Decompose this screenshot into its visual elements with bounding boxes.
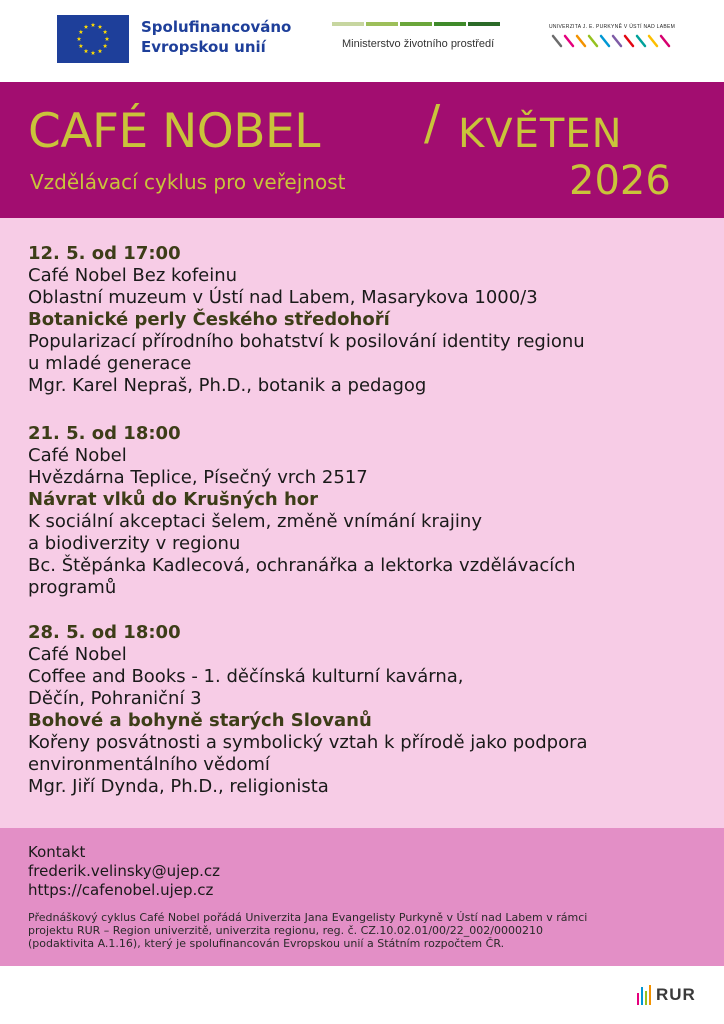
ujep-stripes-icon bbox=[549, 34, 675, 48]
ministry-bar bbox=[468, 22, 500, 26]
ujep-logo bbox=[549, 24, 675, 48]
event-3 bbox=[28, 622, 708, 798]
rur-bar bbox=[645, 991, 647, 1005]
ujep-stripe bbox=[625, 36, 633, 46]
ministry-bar bbox=[366, 22, 398, 26]
eu-cofinanced-label bbox=[141, 17, 291, 57]
title-slash: / bbox=[424, 95, 441, 151]
page-subtitle: Vzdělávací cyklus pro veřejnost bbox=[30, 170, 346, 194]
footer-note bbox=[28, 911, 698, 950]
contact-block bbox=[28, 843, 220, 900]
contact-url[interactable]: https://cafenobel.ujep.cz bbox=[28, 881, 214, 899]
ministry-name: Ministerstvo životního prostředí bbox=[342, 38, 495, 50]
event-series: Café Nobel bbox=[28, 445, 127, 466]
event-description: K sociální akceptaci šelem, změně vnímání krajiny bbox=[28, 511, 482, 532]
event-topic: Botanické perly Českého středohoří bbox=[28, 309, 390, 330]
ministry-bar bbox=[332, 22, 364, 26]
footer-line: projektu RUR – Region univerzitě, univerzita regionu, reg. č. CZ.10.02.01/00/22_002/0000210 bbox=[28, 924, 543, 937]
event-topic: Návrat vlků do Krušných hor bbox=[28, 489, 319, 510]
event-venue: Coffee and Books - 1. děčínská kulturní kavárna, bbox=[28, 666, 464, 687]
rur-bar bbox=[637, 993, 639, 1005]
footer-line: Přednáškový cyklus Café Nobel pořádá Univerzita Jana Evangelisty Purkyně v Ústí nad Labem v rámci bbox=[28, 911, 588, 924]
event-venue: Hvězdárna Teplice, Písečný vrch 2517 bbox=[28, 467, 368, 488]
ujep-stripe bbox=[553, 36, 561, 46]
eu-text-line1: Spolufinancováno bbox=[141, 18, 292, 36]
ujep-stripe bbox=[661, 36, 669, 46]
event-topic: Bohové a bohyně starých Slovanů bbox=[28, 710, 372, 731]
ujep-stripe bbox=[577, 36, 585, 46]
event-description: Popularizací přírodního bohatství k posilování identity regionu bbox=[28, 331, 585, 352]
event-speaker: programů bbox=[28, 577, 117, 598]
rur-logo bbox=[637, 985, 696, 1005]
event-date: 12. 5. od 17:00 bbox=[28, 243, 181, 264]
month-label: KVĚTEN bbox=[458, 111, 623, 157]
event-speaker: Mgr. Karel Nepraš, Ph.D., botanik a pedagog bbox=[28, 375, 427, 396]
ujep-stripe bbox=[613, 36, 621, 46]
event-venue: Děčín, Pohraniční 3 bbox=[28, 688, 202, 709]
eu-flag-icon bbox=[57, 15, 129, 63]
ujep-stripe bbox=[565, 36, 573, 46]
event-description: Kořeny posvátnosti a symbolický vztah k přírodě jako podpora bbox=[28, 732, 588, 753]
event-description: environmentálního vědomí bbox=[28, 754, 270, 775]
ujep-name: UNIVERZITA J. E. PURKYNĚ V ÚSTÍ NAD LABEM bbox=[549, 24, 676, 30]
footer-line: (podaktivita A.1.16), který je spolufinancován Evropskou unií a Státním rozpočtem ČR. bbox=[28, 937, 505, 950]
event-date: 21. 5. od 18:00 bbox=[28, 423, 181, 444]
event-description: u mladé generace bbox=[28, 353, 192, 374]
event-speaker: Mgr. Jiří Dynda, Ph.D., religionista bbox=[28, 776, 329, 797]
ministry-bar bbox=[434, 22, 466, 26]
contact-label: Kontakt bbox=[28, 843, 86, 861]
rur-text: RUR bbox=[656, 985, 696, 1004]
rur-bars-icon bbox=[637, 985, 651, 1005]
event-date: 28. 5. od 18:00 bbox=[28, 622, 181, 643]
year-label: 2026 bbox=[569, 158, 671, 204]
ujep-stripe bbox=[649, 36, 657, 46]
logo-strip bbox=[0, 0, 724, 82]
rur-bar bbox=[641, 987, 643, 1005]
event-speaker: Bc. Štěpánka Kadlecová, ochranářka a lektorka vzdělávacích bbox=[28, 555, 576, 576]
event-description: a biodiverzity v regionu bbox=[28, 533, 241, 554]
event-series: Café Nobel Bez kofeinu bbox=[28, 265, 238, 286]
ujep-stripe bbox=[637, 36, 645, 46]
event-1 bbox=[28, 243, 708, 397]
eu-text-line2: Evropskou unií bbox=[141, 38, 266, 56]
ministry-logo bbox=[332, 22, 500, 50]
event-series: Café Nobel bbox=[28, 644, 127, 665]
rur-bar bbox=[649, 985, 651, 1005]
page-title: CAFÉ NOBEL bbox=[28, 104, 320, 159]
ministry-color-bars bbox=[332, 22, 500, 26]
ministry-bar bbox=[400, 22, 432, 26]
ujep-stripe bbox=[589, 36, 597, 46]
event-2 bbox=[28, 423, 708, 599]
event-venue: Oblastní muzeum v Ústí nad Labem, Masarykova 1000/3 bbox=[28, 287, 538, 308]
ujep-stripe bbox=[601, 36, 609, 46]
contact-email[interactable]: frederik.velinsky@ujep.cz bbox=[28, 862, 220, 880]
